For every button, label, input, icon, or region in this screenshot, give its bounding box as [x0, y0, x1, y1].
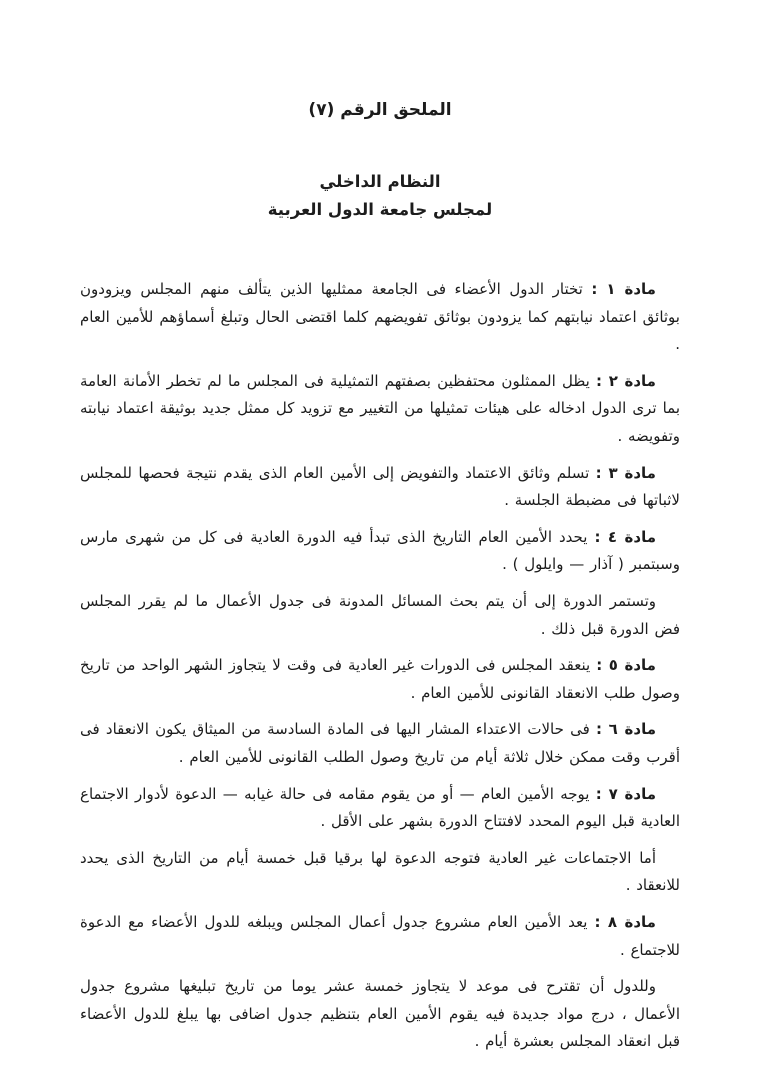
document-title-block	[80, 168, 680, 224]
document-header	[80, 100, 680, 120]
article-4-paragraph	[80, 524, 680, 579]
article-4-continuation-paragraph	[80, 588, 680, 643]
article-7-continuation-text: أما الاجتماعات غير العادية فتوجه الدعوة لها برقيا قبل خمسة أيام من التاريخ الذى يحدد للانعقاد .	[80, 848, 680, 895]
article-2-text: يظل الممثلون محتفظين بصفتهم التمثيلية فى المجلس ما لم تخطر الأمانة العامة بما ترى الدول ادخاله على هيئات تمثيلها من التغيير مع تزويد كل ممثل جديد بوثيقة اعتماد نيابته وتفويضه .	[80, 371, 680, 446]
document-title: النظام الداخلي	[319, 172, 441, 191]
article-4-text: يحدد الأمين العام التاريخ الذى تبدأ فيه الدورة العادية فى كل من شهرى مارس وسبتمبر ( آذار — وايلول ) .	[80, 527, 680, 574]
article-7-text: يوجه الأمين العام — أو من يقوم مقامه فى حالة غيابه — الدعوة لأدوار الاجتماع العادية قبل اليوم المحدد لافتتاح الدورة بشهر على الأقل .	[80, 784, 680, 831]
article-8-continuation-paragraph	[80, 973, 680, 1056]
article-5-paragraph	[80, 652, 680, 707]
article-3-label: مادة ٣ :	[595, 463, 656, 482]
article-2-label: مادة ٢ :	[596, 371, 656, 390]
article-4-continuation-text: وتستمر الدورة إلى أن يتم بحث المسائل المدونة فى جدول الأعمال ما لم يقرر المجلس فض الدورة قبل ذلك .	[80, 592, 680, 638]
document-subtitle: لمجلس جامعة الدول العربية	[267, 200, 493, 220]
article-6-label: مادة ٦ :	[595, 720, 656, 739]
article-7-label: مادة ٧ :	[595, 784, 656, 803]
article-8-text: يعد الأمين العام مشروع جدول أعمال المجلس ويبلغه للدول الأعضاء مع الدعوة للاجتماع .	[80, 912, 680, 959]
article-3-paragraph	[80, 460, 680, 515]
article-1-label: مادة ١ :	[591, 280, 656, 299]
article-6-paragraph	[80, 716, 680, 771]
article-7-paragraph	[80, 781, 680, 836]
article-1-text: تختار الدول الأعضاء فى الجامعة ممثليها الذين يتألف منهم المجلس ويزودون بوثائق اعتماد نيابتهم كما يزودون بوثائق تفويضهم كلما اقتضى الحال وتبلغ أسماؤهم للأمين العام .	[80, 280, 680, 354]
article-5-label: مادة ٥ :	[596, 656, 656, 675]
article-5-text: ينعقد المجلس فى الدورات غير العادية فى وقت لا يتجاوز الشهر الواحد من تاريخ وصول طلب الانعقاد القانونى للأمين العام .	[80, 656, 680, 702]
article-1-paragraph	[80, 276, 680, 359]
article-7-continuation-paragraph	[80, 845, 680, 900]
article-6-text: فى حالات الاعتداء المشار اليها فى المادة السادسة من الميثاق يكون الانعقاد فى أقرب وقت ممكن خلال ثلاثة أيام من تاريخ وصول الطلب القانونى للأمين العام .	[80, 720, 680, 766]
article-4-label: مادة ٤ :	[594, 527, 656, 546]
document-body	[80, 276, 680, 1056]
article-8-paragraph	[80, 909, 680, 964]
appendix-number-heading: الملحق الرقم (٧)	[308, 100, 452, 120]
article-8-continuation-text: وللدول أن تقترح فى موعد لا يتجاوز خمسة عشر يوما من تاريخ تبليغها مشروع جدول الأعمال ، درج مواد جديدة فيه يقوم الأمين العام بتنظيم جدول اضافى بها يبلغ للدول الأعضاء قبل انعقاد المجلس بعشرة أيام .	[80, 977, 680, 1051]
article-2-paragraph	[80, 368, 680, 451]
article-3-text: تسلم وثائق الاعتماد والتفويض إلى الأمين العام الذى يقدم نتيجة فحصها للمجلس لاثباتها فى مضبطة الجلسة .	[80, 463, 680, 510]
article-8-label: مادة ٨ :	[594, 912, 656, 931]
